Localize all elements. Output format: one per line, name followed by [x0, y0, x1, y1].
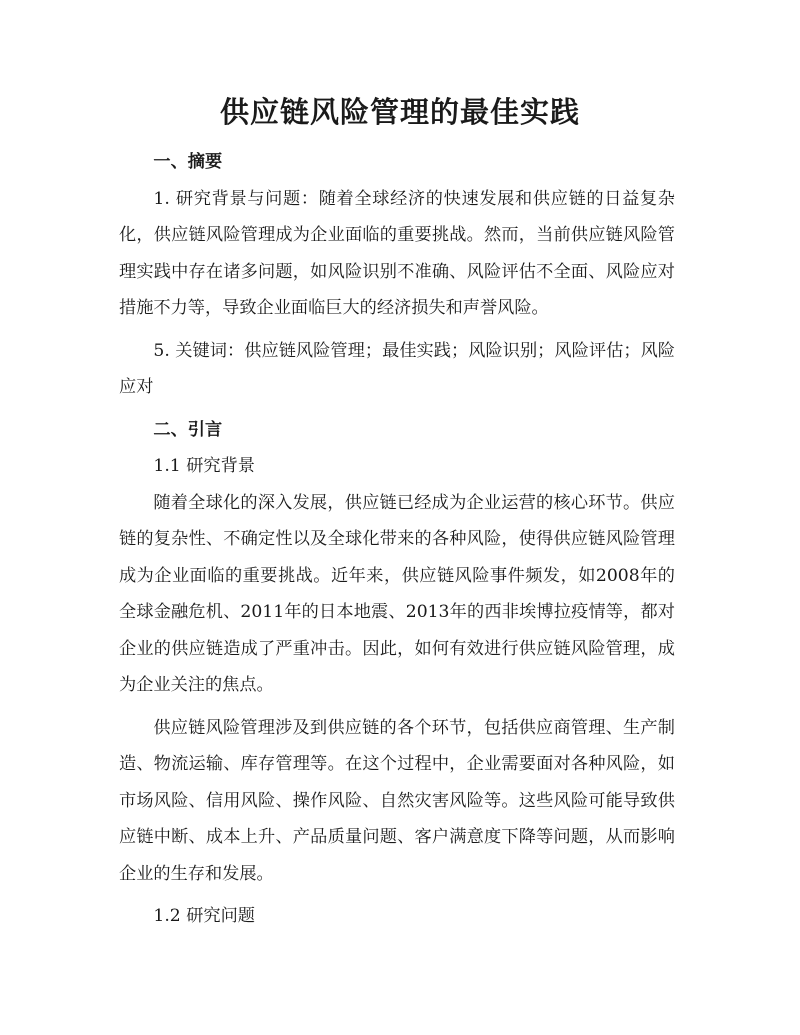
subsection-heading-research-question: 1.2 研究问题 — [153, 906, 255, 926]
document-title: 供应链风险管理的最佳实践 — [219, 95, 580, 129]
subsection-heading-research-background: 1.1 研究背景 — [153, 456, 255, 476]
intro-paragraph-1: 随着全球化的深入发展，供应链已经成为企业运营的核心环节。供应链的复杂性、不确定性以及全球化带来的各种风险，使得供应链风险管理成为企业面临的重要挑战。近年来，供应链风险事件频发，如2008年的全球金融危机、2011年的日本地震、2013年的西非埃博拉疫情等，都对企业的供应链造成了严重冲击。因此，如何有效进行供应链风险管理，成为企业关注的焦点。 — [119, 492, 675, 695]
document-body — [119, 144, 675, 935]
abstract-paragraph-keywords: 5. 关键词：供应链风险管理；最佳实践；风险识别；风险评估；风险应对 — [119, 340, 675, 397]
section-heading-abstract: 一、摘要 — [153, 152, 223, 172]
abstract-paragraph-background: 1. 研究背景与问题：随着全球经济的快速发展和供应链的日益复杂化，供应链风险管理成为企业面临的重要挑战。然而，当前供应链风险管理实践中存在诸多问题，如风险识别不准确、风险评估不全面、风险应对措施不力等，导致企业面临巨大的经济损失和声誉风险。 — [119, 188, 675, 318]
section-heading-introduction: 二、引言 — [153, 419, 223, 440]
intro-paragraph-2: 供应链风险管理涉及到供应链的各个环节，包括供应商管理、生产制造、物流运输、库存管理等。在这个过程中，企业需要面对各种风险，如市场风险、信用风险、操作风险、自然灾害风险等。这些风险可能导致供应链中断、成本上升、产品质量问题、客户满意度下降等问题，从而影响企业的生存和发展。 — [119, 717, 675, 884]
